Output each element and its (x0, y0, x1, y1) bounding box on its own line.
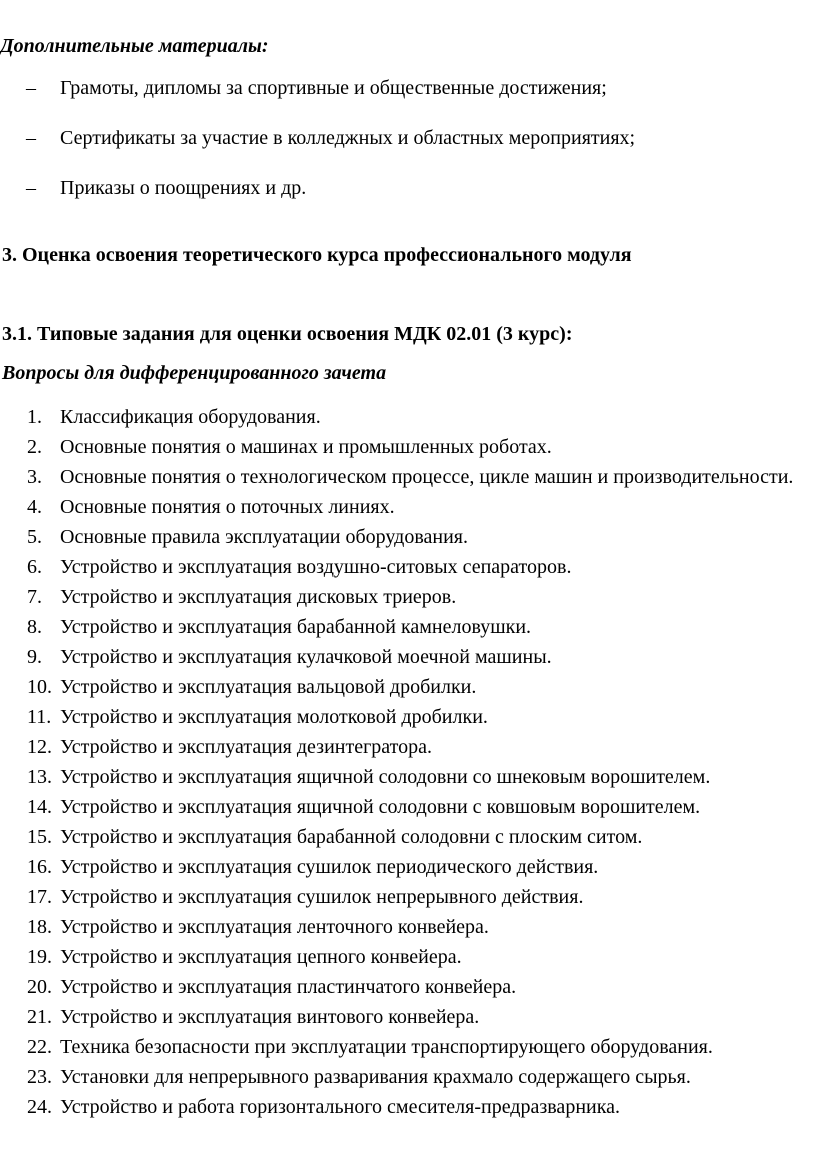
question-number: 8. (27, 616, 42, 638)
question-number: 16. (27, 856, 52, 878)
question-text: Устройство и работа горизонтального смесителя-предразварника. (60, 1096, 621, 1118)
question-item (0, 1092, 816, 1122)
question-number: 14. (27, 796, 52, 818)
question-text: Устройство и эксплуатация кулачковой моечной машины. (60, 646, 552, 668)
list-item-text: Приказы о поощрениях и др. (60, 177, 307, 199)
question-number: 7. (27, 586, 42, 608)
question-item (0, 1062, 816, 1092)
question-text: Устройство и эксплуатация сушилок непрерывного действия. (60, 886, 584, 908)
question-text: Основные правила эксплуатации оборудования. (60, 526, 468, 548)
question-number: 19. (27, 946, 52, 968)
question-item (0, 642, 816, 672)
question-item (0, 942, 816, 972)
question-text: Устройство и эксплуатация барабанной солодовни с плоским ситом. (60, 826, 643, 848)
question-text: Классификация оборудования. (60, 406, 321, 428)
additional-materials-list (0, 75, 816, 225)
question-item (0, 792, 816, 822)
question-item (0, 882, 816, 912)
question-item (0, 582, 816, 612)
question-item (0, 912, 816, 942)
question-text: Устройство и эксплуатация ящичной солодовни с ковшовым ворошителем. (60, 796, 701, 818)
question-item (0, 732, 816, 762)
question-item (0, 612, 816, 642)
question-number: 9. (27, 646, 42, 668)
additional-materials-heading: Дополнительные материалы: (0, 35, 269, 57)
question-text: Техника безопасности при эксплуатации транспортирующего оборудования. (60, 1036, 713, 1058)
question-number: 5. (27, 526, 42, 548)
question-text: Основные понятия о машинах и промышленных роботах. (60, 436, 552, 458)
question-item (0, 1002, 816, 1032)
question-number: 2. (27, 436, 42, 458)
question-number: 24. (27, 1096, 52, 1118)
question-number: 6. (27, 556, 42, 578)
list-item-text: Сертификаты за участие в колледжных и областных мероприятиях; (60, 127, 636, 149)
question-text: Устройство и эксплуатация ленточного конвейера. (60, 916, 489, 938)
list-item (0, 75, 816, 101)
question-text: Устройство и эксплуатация молотковой дробилки. (60, 706, 488, 728)
question-item (0, 672, 816, 702)
question-item (0, 552, 816, 582)
question-number: 18. (27, 916, 52, 938)
question-text: Устройство и эксплуатация дисковых триеров. (60, 586, 457, 608)
subsection-heading: 3.1. Типовые задания для оценки освоения МДК 02.01 (3 курс): (2, 323, 573, 345)
question-number: 20. (27, 976, 52, 998)
questions-list (0, 402, 816, 1122)
question-text: Основные понятия о поточных линиях. (60, 496, 395, 518)
question-item (0, 852, 816, 882)
dash-bullet: – (26, 77, 36, 99)
question-number: 23. (27, 1066, 52, 1088)
question-text: Устройство и эксплуатация пластинчатого конвейера. (60, 976, 517, 998)
list-item (0, 125, 816, 151)
question-item (0, 822, 816, 852)
question-text: Установки для непрерывного разваривания крахмало содержащего сырья. (60, 1066, 691, 1088)
question-number: 4. (27, 496, 42, 518)
question-number: 21. (27, 1006, 52, 1028)
question-text: Устройство и эксплуатация цепного конвейера. (60, 946, 462, 968)
question-text: Основные понятия о технологическом процессе, цикле машин и производительности. (60, 466, 794, 488)
question-number: 15. (27, 826, 52, 848)
list-item-text: Грамоты, дипломы за спортивные и общественные достижения; (60, 77, 607, 99)
question-item (0, 702, 816, 732)
question-item (0, 402, 816, 432)
question-item (0, 432, 816, 462)
question-number: 22. (27, 1036, 52, 1058)
question-item (0, 762, 816, 792)
question-text: Устройство и эксплуатация барабанной камнеловушки. (60, 616, 532, 638)
question-text: Устройство и эксплуатация сушилок периодического действия. (60, 856, 599, 878)
dash-bullet: – (26, 127, 36, 149)
list-item (0, 175, 816, 201)
question-item (0, 492, 816, 522)
question-text: Устройство и эксплуатация винтового конвейера. (60, 1006, 480, 1028)
question-text: Устройство и эксплуатация воздушно-ситовых сепараторов. (60, 556, 572, 578)
question-item (0, 462, 816, 492)
question-item (0, 972, 816, 1002)
question-number: 10. (27, 676, 52, 698)
dash-bullet: – (26, 177, 36, 199)
question-text: Устройство и эксплуатация ящичной солодовни со шнековым ворошителем. (60, 766, 711, 788)
question-text: Устройство и эксплуатация вальцовой дробилки. (60, 676, 477, 698)
question-number: 17. (27, 886, 52, 908)
question-number: 12. (27, 736, 52, 758)
question-item (0, 522, 816, 552)
question-number: 3. (27, 466, 42, 488)
question-number: 11. (27, 706, 52, 728)
question-number: 1. (27, 406, 42, 428)
question-item (0, 1032, 816, 1062)
question-number: 13. (27, 766, 52, 788)
question-text: Устройство и эксплуатация дезинтегратора. (60, 736, 433, 758)
questions-title: Вопросы для дифференцированного зачета (2, 362, 387, 384)
section-heading: 3. Оценка освоения теоретического курса профессионального модуля (2, 244, 632, 266)
